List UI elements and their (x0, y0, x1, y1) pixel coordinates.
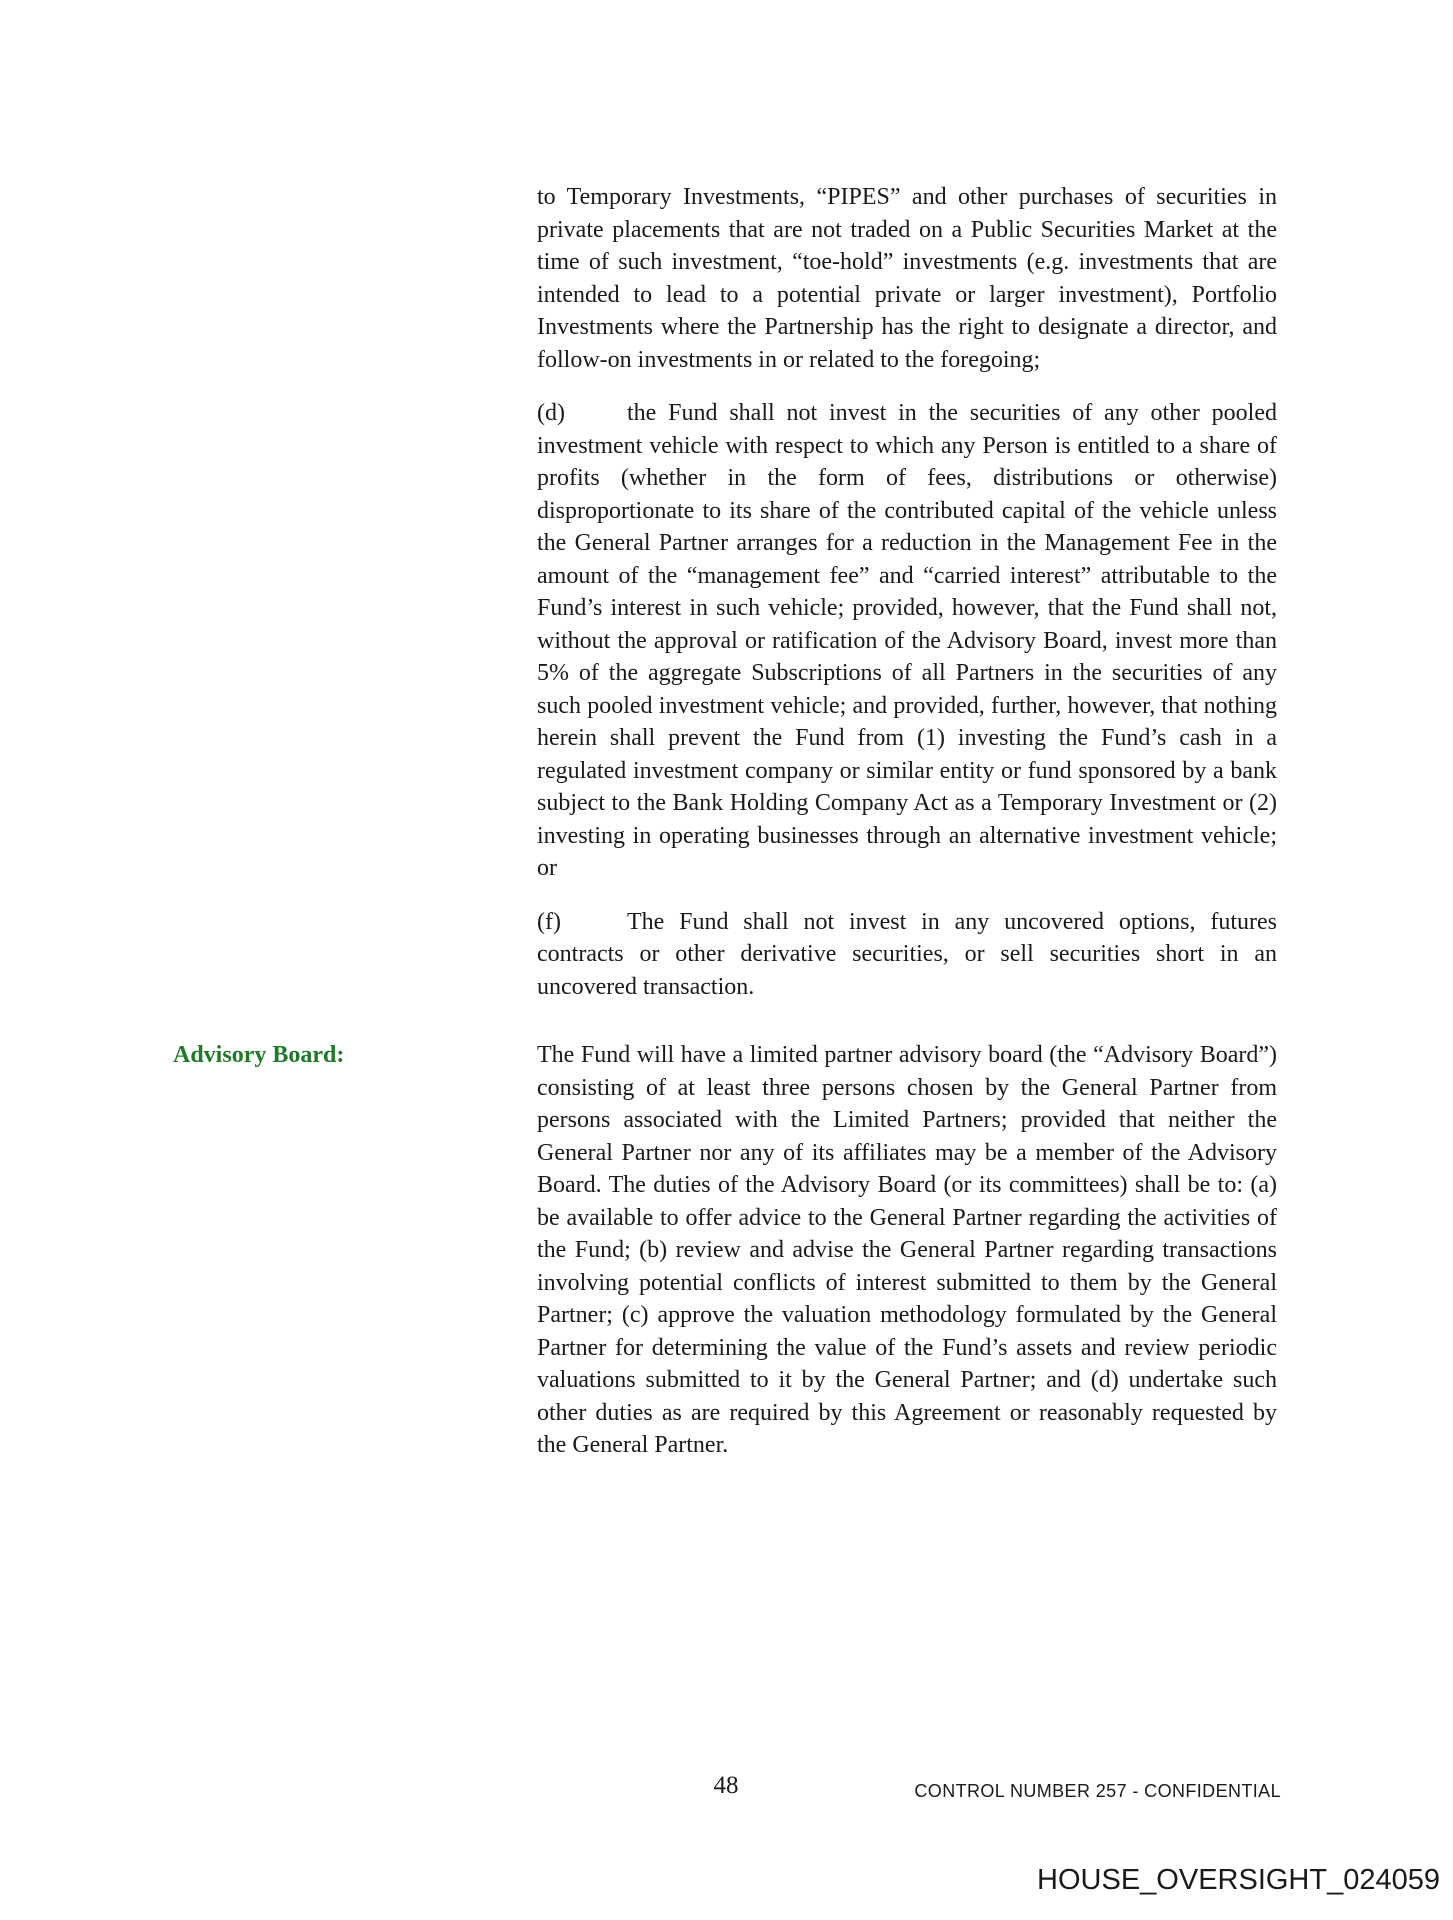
advisory-board-paragraph: The Fund will have a limited partner advisory board (the “Advisory Board”) consisting of at least three persons chosen by the General Partner from persons associated with the Limited Partners; provided that neither the General Partner nor any of its affiliates may be a member of the Advisory Board. The duties of the Advisory Board (or its committees) shall be to: (a) be available to offer advice to the General Partner regarding the activities of the Fund; (b) review and advise the General Partner regarding transactions involving potential conflicts of interest submitted to them by the General Partner; (c) approve the valuation methodology formulated by the General Partner for determining the value of the Fund’s assets and review periodic valuations submitted to it by the General Partner; and (d) undertake such other duties as are required by this Agreement or reasonably requested by the General Partner. (537, 1042, 1277, 1458)
clause-d-paragraph (537, 397, 1277, 885)
continuation-paragraph: to Temporary Investments, “PIPES” and other purchases of securities in private placements that are not traded on a Public Securities Market at the time of such investment, “toe-hold” investments (e.g. investments that are intended to lead to a potential private or larger investment), Portfolio Investments where the Partnership has the right to designate a director, and follow-on investments in or related to the foregoing; (537, 184, 1277, 373)
clause-f-marker: (f) (537, 908, 561, 935)
clause-d-marker: (d) (537, 400, 565, 426)
clause-f-text: The Fund shall not invest in any uncovered options, futures contracts or other derivative securities, or sell securities short in an uncovered transaction. (537, 908, 1277, 1000)
control-number-footer: CONTROL NUMBER 257 - CONFIDENTIAL (914, 1781, 1281, 1801)
investment-restrictions-section (0, 181, 1453, 1024)
advisory-board-label-column (0, 1039, 537, 1072)
bates-stamp: HOUSE_OVERSIGHT_024059 (1037, 1864, 1440, 1896)
clause-f-paragraph (537, 906, 1277, 1004)
clause-d-text: the Fund shall not invest in the securities of any other pooled investment vehicle with respect to which any Person is entitled to a share of profits (whether in the form of fees, distributions or otherwise) disproportionate to its share of the contributed capital of the vehicle unless the General Partner arranges for a reduction in the Management Fee in the amount of the “management fee” and “carried interest” attributable to the Fund’s interest in such vehicle; provided, however, that the Fund shall not, without the approval or ratification of the Advisory Board, invest more than 5% of the aggregate Subscriptions of all Partners in the securities of any such pooled investment vehicle; and provided, further, however, that nothing herein shall prevent the Fund from (1) investing the Fund’s cash in a regulated investment company or similar entity or fund sponsored by a bank subject to the Bank Holding Company Act as a Temporary Investment or (2) investing in operating businesses through an alternative investment vehicle; or (537, 400, 1277, 881)
advisory-board-label: Advisory Board: (173, 1042, 345, 1068)
text-column (537, 1039, 1277, 1483)
text-column (537, 181, 1277, 1024)
advisory-board-section (0, 1039, 1453, 1483)
page-number: 48 (713, 1772, 739, 1799)
